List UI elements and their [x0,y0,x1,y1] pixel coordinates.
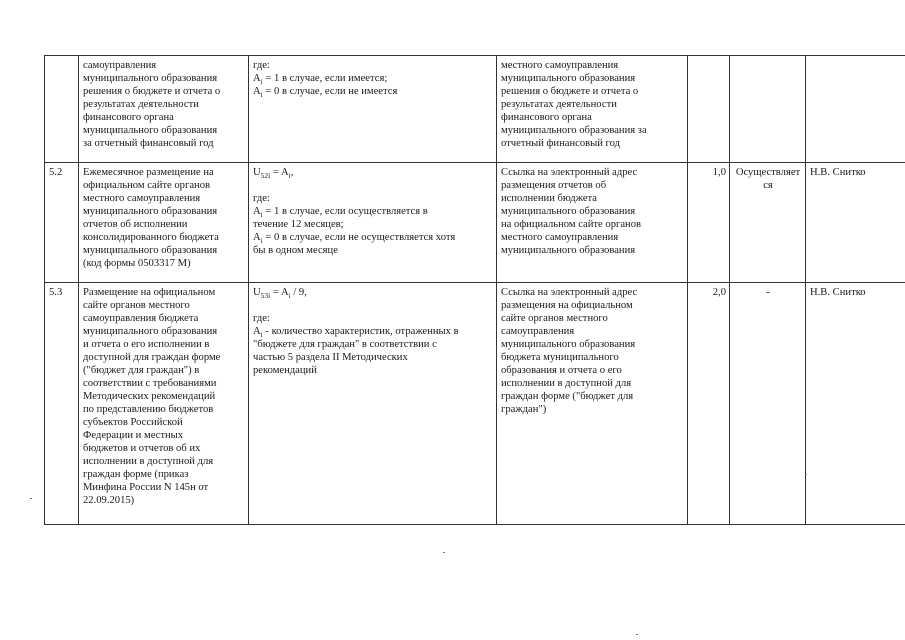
responsible-person: Н.В. Снитко [806,283,905,525]
status-value: - [730,283,806,525]
indicator-formula [249,163,497,283]
table-body [45,56,905,525]
row-number [45,56,79,163]
formula-condition: $A_i = 1$ в случае, если осуществляется в течение 12 месяцев; [253,206,428,230]
weight-value: 1,0 [688,163,730,283]
indicator-name: Ежемесячное размещение на официальном сайте органов местного самоуправления муниципального образования отчетов об исполнении консолидированного бюджета муниципального образования (код формы 0503317 М) [79,163,249,283]
formula-where: где: [253,193,270,204]
indicator-formula [249,283,497,525]
scan-speck [443,552,445,553]
formula-condition: $A_i = 0$ в случае, если не имеется [253,86,398,100]
data-source: местного самоуправления муниципального образования решения о бюджете и отчета о результатах деятельности финансового органа муниципального образования за отчетный финансовый год [497,56,688,163]
data-source: Ссылка на электронный адрес размещения отчетов об исполнении бюджета муниципального образования на официальном сайте органов местного самоуправления муниципального образования [497,163,688,283]
weight-value [688,56,730,163]
table-row [45,163,905,283]
weight-value: 2,0 [688,283,730,525]
row-number: 5.2 [45,163,79,283]
table-row [45,56,905,163]
formula-where: где: [253,60,270,71]
formula-main: $U_{53i} = A_i / 9$, [253,287,307,301]
indicator-name: Размещение на официальном сайте органов местного самоуправления бюджета муниципального образования и отчета о его исполнении в доступной для граждан форме ("бюджет для граждан") в соответствии с требованиями Методических рекомендаций по представлению бюджетов субъектов Российской Федерации и местных бюджетов и отчетов об их исполнении в доступной для граждан форме (приказ Минфина России N 145н от 22.09.2015) [79,283,249,525]
scan-speck [805,474,807,475]
formula-main: $U_{52i} = A_i$, [253,167,294,181]
responsible-person [806,56,905,163]
table-row [45,283,905,525]
scan-speck [30,498,32,499]
indicator-table [44,55,905,525]
formula-condition: $A_i = 0$ в случае, если не осуществляется хотя бы в одном месяце [253,232,456,256]
row-number: 5.3 [45,283,79,525]
indicator-name: самоуправления муниципального образования решения о бюджете и отчета о результатах деятельности финансового органа муниципального образования за отчетный финансовый год [79,56,249,163]
status-value: Осуществляет ся [730,163,806,283]
indicator-formula [249,56,497,163]
formula-condition: $A_i = 1$ в случае, если имеется; [253,73,388,87]
status-value [730,56,806,163]
formula-where: где: [253,313,270,324]
scan-speck [636,634,638,635]
responsible-person: Н.В. Снитко [806,163,905,283]
formula-condition: $A_i$ - количество характеристик, отраженных в "бюджете для граждан" в соответствии с частью 5 раздела II Методических рекомендаций [253,326,459,376]
data-source: Ссылка на электронный адрес размещения на официальном сайте органов местного самоуправления муниципального образования бюджета муниципального образования и отчета о его исполнении в доступной для граждан форме ("бюджет для граждан") [497,283,688,525]
